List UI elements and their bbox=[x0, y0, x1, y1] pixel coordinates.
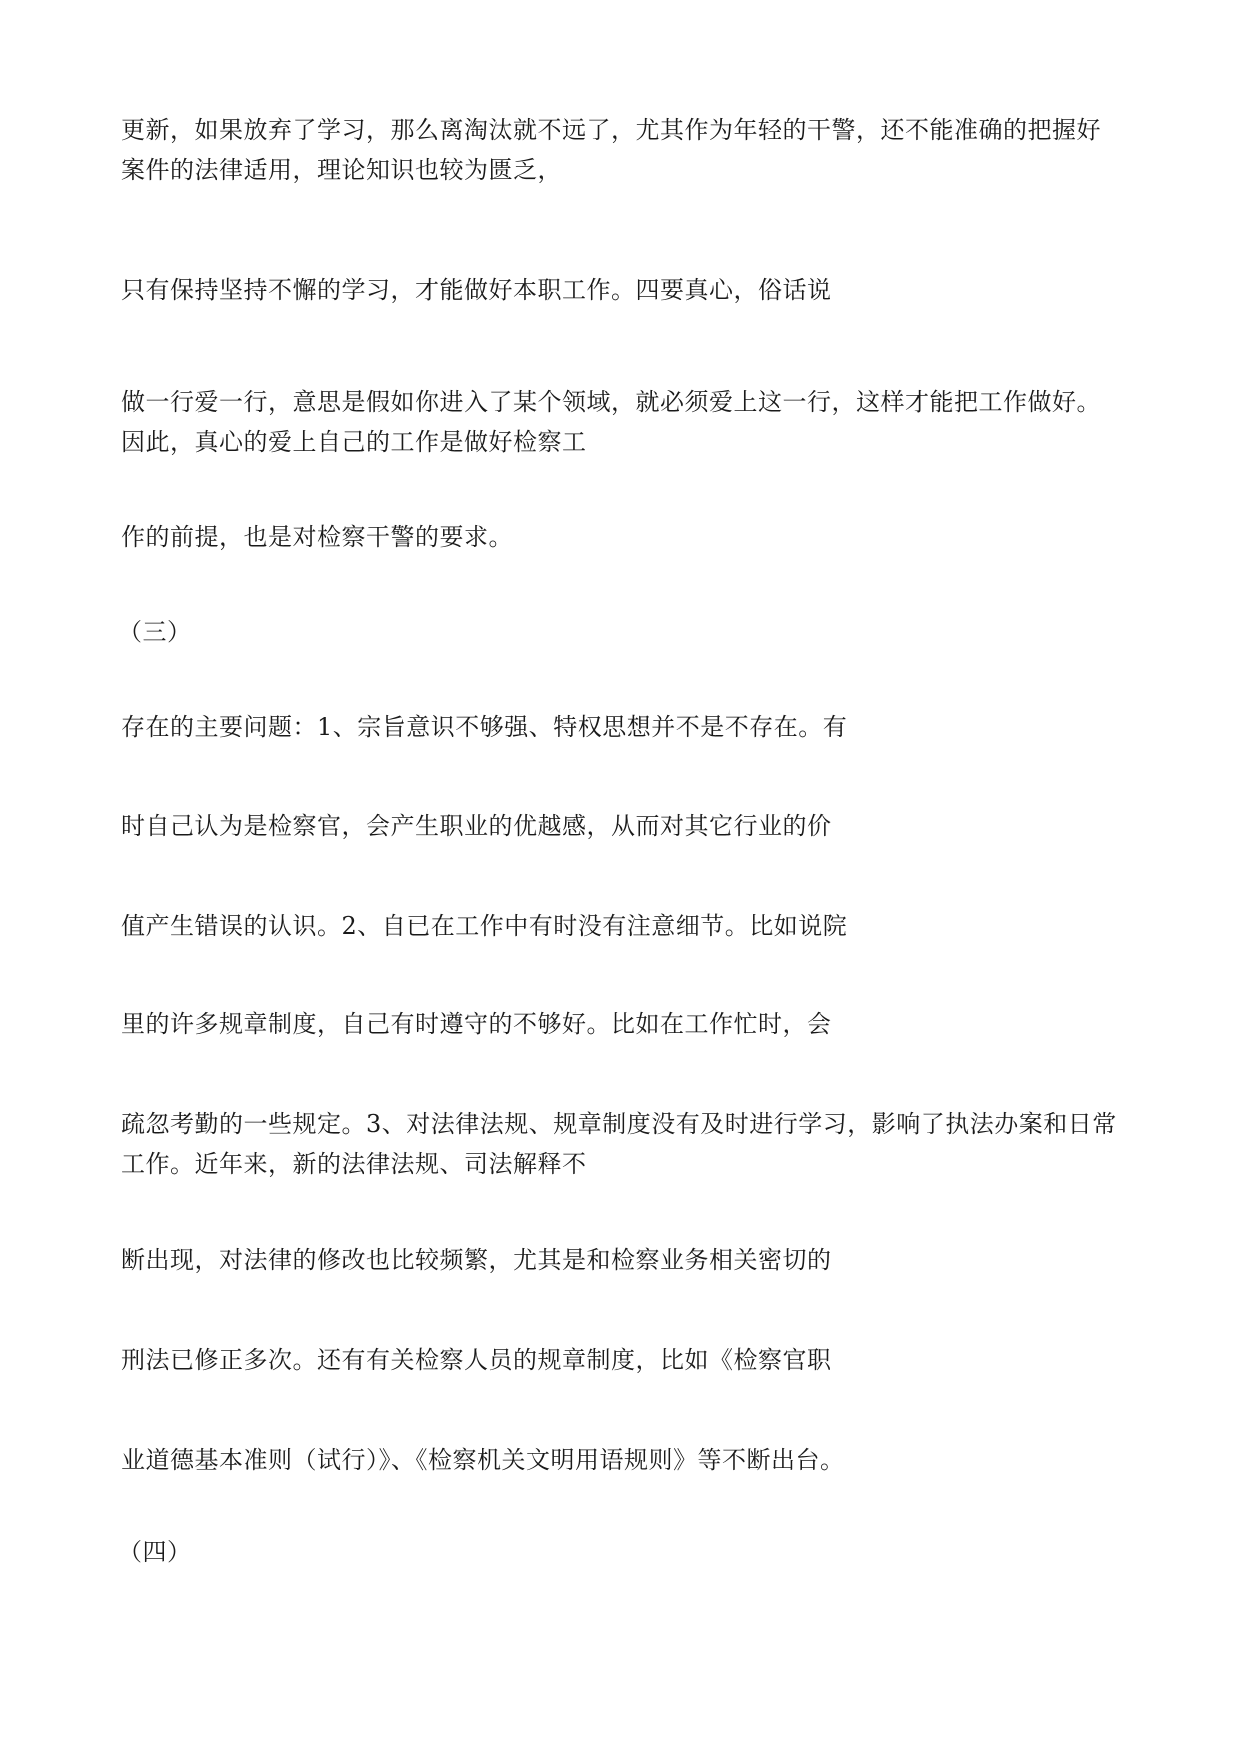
text-line: 案件的法律适用，理论知识也较为匮乏， bbox=[121, 156, 562, 184]
section-heading: （三） bbox=[118, 618, 192, 646]
text-line: 疏忽考勤的一些规定。3、对法律法规、规章制度没有及时进行学习，影响了执法办案和日常 bbox=[121, 1110, 1117, 1138]
text-line: 值产生错误的认识。2、自已在工作中有时没有注意细节。比如说院 bbox=[121, 912, 848, 940]
text-line: 更新，如果放弃了学习，那么离淘汰就不远了，尤其作为年轻的干警，还不能准确的把握好 bbox=[121, 116, 1101, 144]
text-line: 刑法已修正多次。还有有关检察人员的规章制度，比如《检察官职 bbox=[121, 1346, 832, 1374]
text-line: 作的前提，也是对检察干警的要求。 bbox=[121, 523, 513, 551]
section-heading: （四） bbox=[118, 1538, 192, 1566]
text-line: 做一行爱一行，意思是假如你进入了某个领域，就必须爱上这一行，这样才能把工作做好。 bbox=[121, 388, 1101, 416]
text-line: 里的许多规章制度，自己有时遵守的不够好。比如在工作忙时，会 bbox=[121, 1010, 832, 1038]
text-line: 存在的主要问题：1、宗旨意识不够强、特权思想并不是不存在。有 bbox=[121, 713, 848, 741]
text-line: 因此，真心的爱上自己的工作是做好检察工 bbox=[121, 428, 587, 456]
text-line: 工作。近年来，新的法律法规、司法解释不 bbox=[121, 1150, 587, 1178]
text-line: 断出现，对法律的修改也比较频繁，尤其是和检察业务相关密切的 bbox=[121, 1246, 832, 1274]
text-line: 业道德基本准则（试行）》、《检察机关文明用语规则》等不断出台。 bbox=[121, 1446, 845, 1474]
text-line: 只有保持坚持不懈的学习，才能做好本职工作。四要真心，俗话说 bbox=[121, 276, 832, 304]
text-line: 时自己认为是检察官，会产生职业的优越感，从而对其它行业的价 bbox=[121, 812, 832, 840]
